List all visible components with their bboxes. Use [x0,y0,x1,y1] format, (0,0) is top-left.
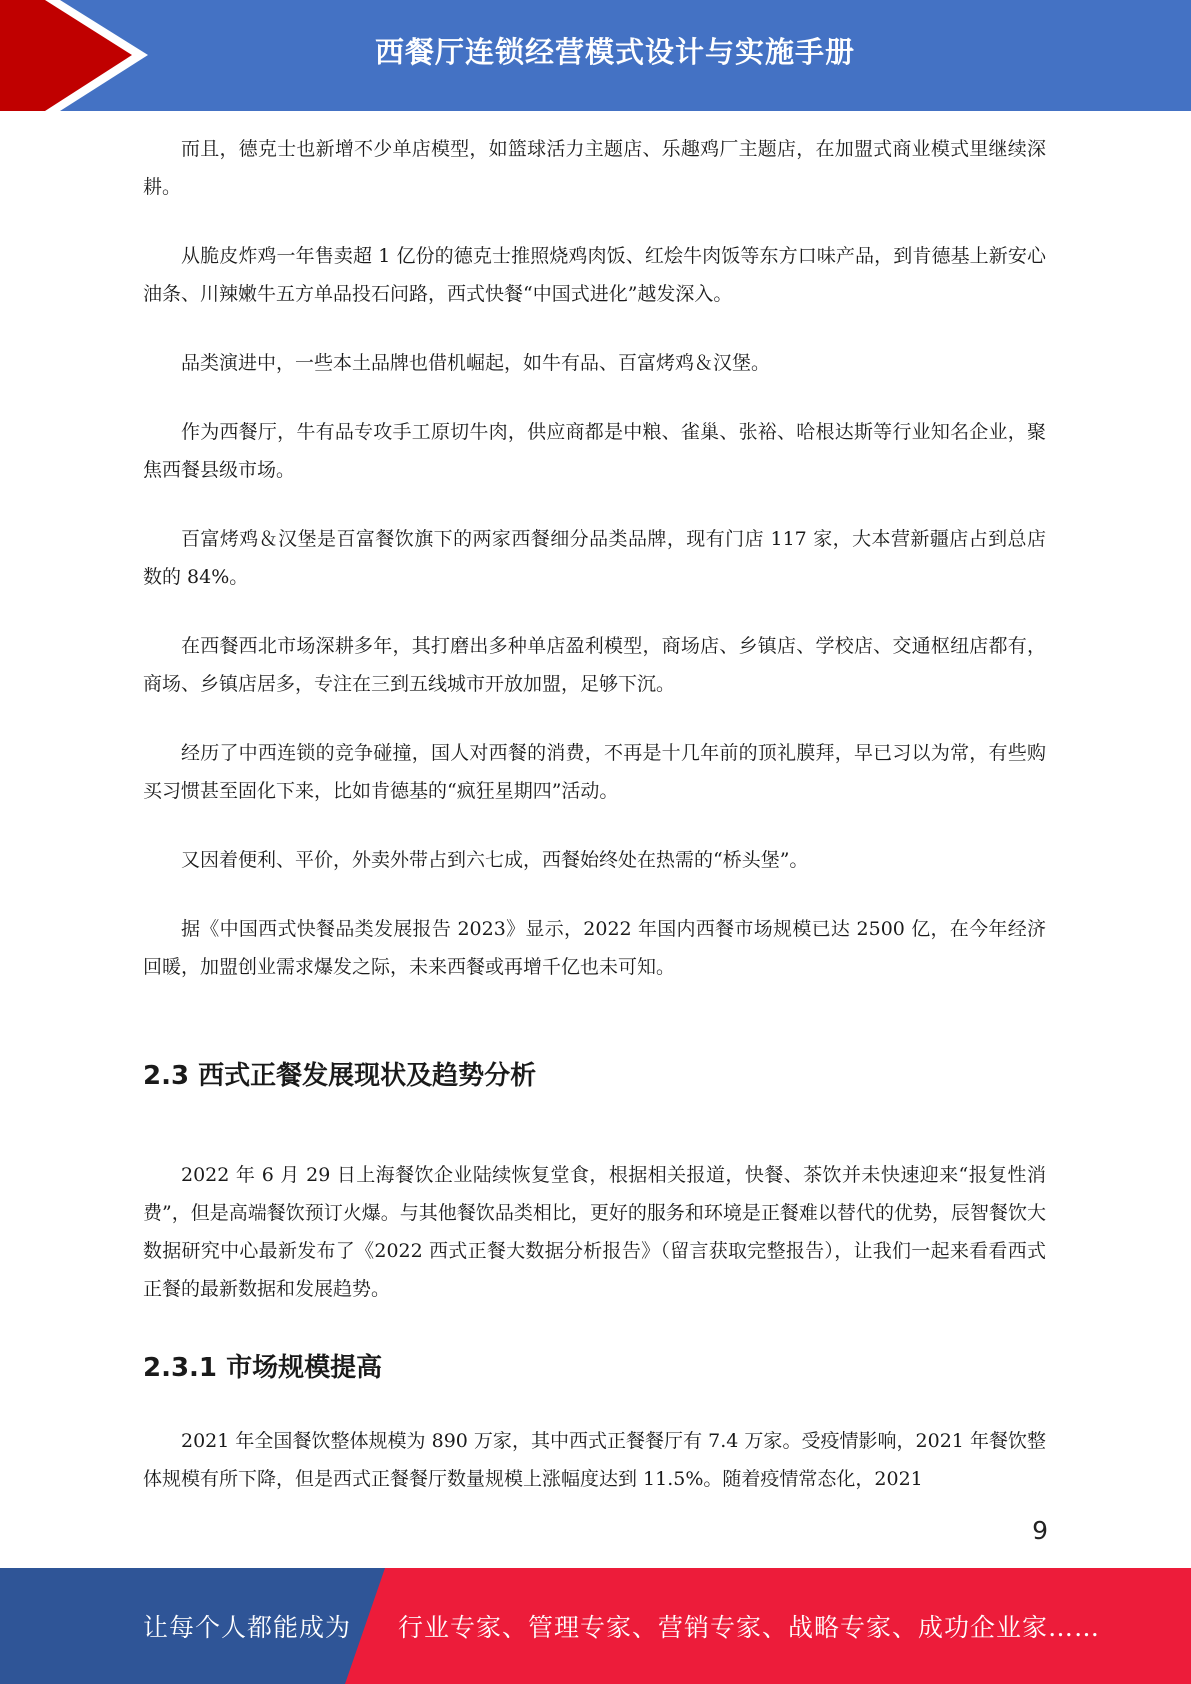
section-heading: 2.3 西式正餐发展现状及趋势分析 [143,1061,537,1091]
paragraph: 经历了中西连锁的竞争碰撞，国人对西餐的消费，不再是十几年前的顶礼膜拜，早已习以为常，有些购买习惯甚至固化下来，比如肯德基的“疯狂星期四”活动。 [143,742,1046,802]
paragraph: 据《中国西式快餐品类发展报告 2023》显示，2022 年国内西餐市场规模已达 2500 亿，在今年经济回暖，加盟创业需求爆发之际，未来西餐或再增千亿也未可知。 [143,918,1046,978]
footer-slogan-right: 行业专家、管理专家、营销专家、战略专家、成功企业家…… [398,1613,1101,1642]
section-intro: 2022 年 6 月 29 日上海餐饮企业陆续恢复堂食，根据相关报道，快餐、茶饮并未快速迎来“报复性消费”，但是高端餐饮预订火爆。与其他餐饮品类相比，更好的服务和环境是正餐难以替代的优势，辰智餐饮大数据研究中心最新发布了《2022 西式正餐大数据分析报告》（留言获取完整报告），让我们一起来看看西式正餐的最新数据和发展趋势。 [143,1164,1046,1300]
paragraph: 百富烤鸡＆汉堡是百富餐饮旗下的两家西餐细分品类品牌，现有门店 117 家，大本营新疆店占到总店数的 84%。 [143,528,1046,588]
subsection-text: 2021 年全国餐饮整体规模为 890 万家，其中西式正餐餐厅有 7.4 万家。受疫情影响，2021 年餐饮整体规模有所下降，但是西式正餐餐厅数量规模上涨幅度达到 11.5%。随着疫情常态化，2021 [143,1430,1046,1490]
footer-slogan-left: 让每个人都能成为 [143,1613,352,1642]
paragraph: 从脆皮炸鸡一年售卖超 1 亿份的德克士推照烧鸡肉饭、红烩牛肉饭等东方口味产品，到肯德基上新安心油条、川辣嫩牛五方单品投石问路，西式快餐“中国式进化”越发深入。 [143,245,1046,305]
page-header [0,0,1191,111]
page-footer [0,1568,1191,1684]
paragraph: 品类演进中，一些本土品牌也借机崛起，如牛有品、百富烤鸡＆汉堡。 [181,352,771,374]
page-number: 9 [1032,1516,1048,1545]
paragraph: 又因着便利、平价，外卖外带占到六七成，西餐始终处在热需的“桥头堡”。 [181,849,809,871]
header-arrow-icon [0,0,160,111]
subsection-heading: 2.3.1 市场规模提高 [143,1353,383,1383]
paragraph: 在西餐西北市场深耕多年，其打磨出多种单店盈利模型，商场店、乡镇店、学校店、交通枢纽店都有，商场、乡镇店居多，专注在三到五线城市开放加盟，足够下沉。 [143,635,1046,695]
paragraph: 而且，德克士也新增不少单店模型，如篮球活力主题店、乐趣鸡厂主题店，在加盟式商业模式里继续深耕。 [143,138,1046,198]
page-content [143,130,1046,1529]
paragraph: 作为西餐厅，牛有品专攻手工原切牛肉，供应商都是中粮、雀巢、张裕、哈根达斯等行业知名企业，聚焦西餐县级市场。 [143,421,1046,481]
document-title: 西餐厅连锁经营模式设计与实施手册 [374,34,855,69]
